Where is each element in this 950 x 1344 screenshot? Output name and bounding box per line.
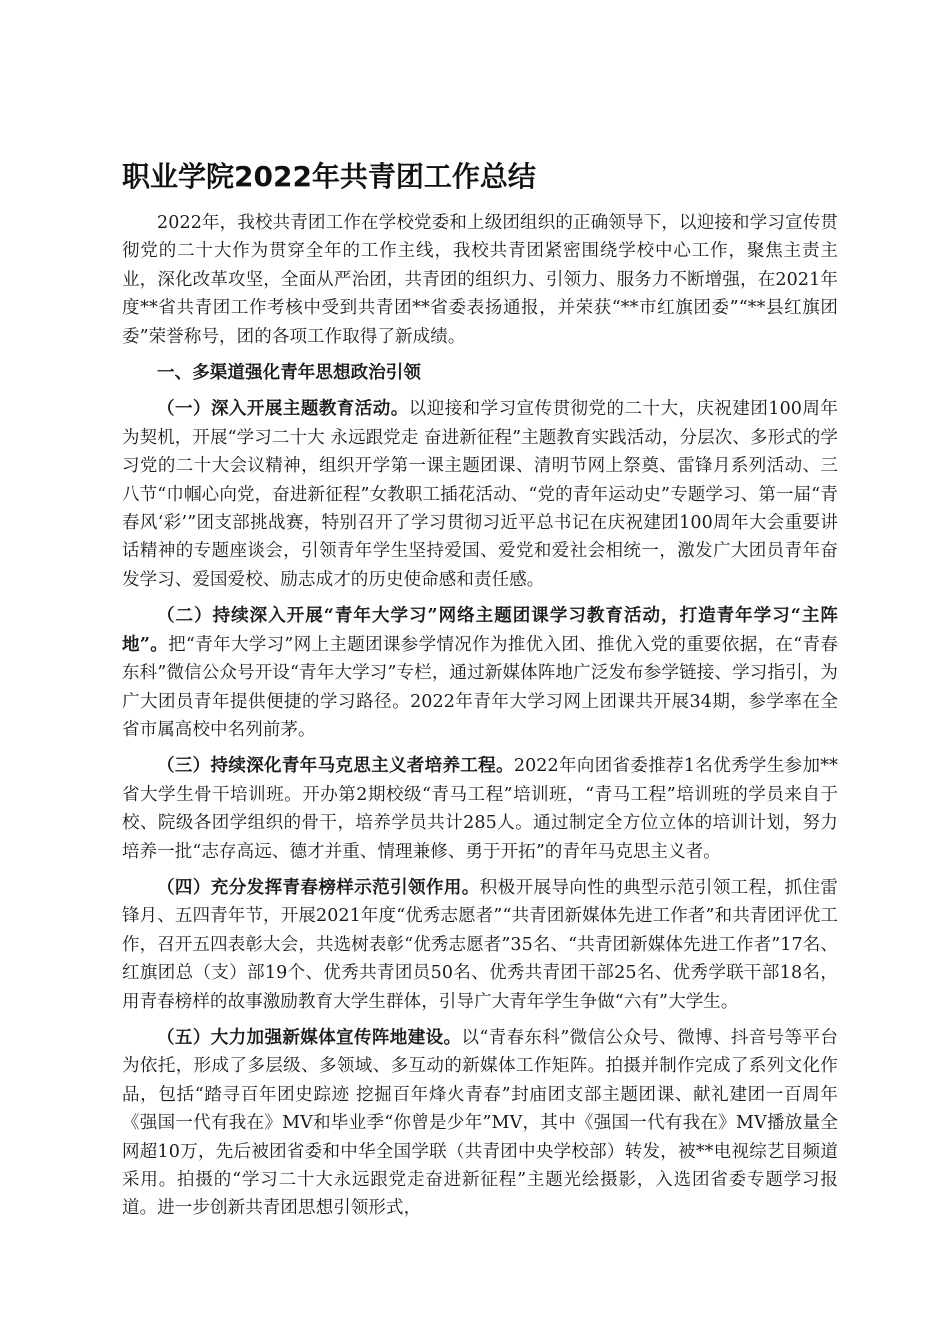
paragraph-text: 把“青年大学习”网上主题团课参学情况作为推优入团、推优入党的重要依据，在“青春东科”微信公众号开设“青年大学习”专栏，通过新媒体阵地广泛发布参学链接、学习指引，为广大团员青年提供便捷的学习路径。2022年青年大学习网上团课共开展34期，参学率在全省市属高校中名列前茅。 — [122, 634, 838, 740]
paragraph-text: 2022年向团省委推荐1名优秀学生参加**省大学生骨干培训班。开办第2期校级“青马工程”培训班，“青马工程”培训班的学员来自于校、院级各团学组织的骨干，培养学员共计285人。通过制定全方位立体的培训计划，努力培养一批“志存高远、德才并重、情理兼修、勇于开拓”的青年马克思主义者。 — [122, 756, 838, 862]
document-title: 职业学院2022年共青团工作总结 — [122, 160, 536, 193]
paragraph-lead: （四）充分发挥青春榜样示范引领作用。 — [157, 877, 480, 898]
section-heading: 一、多渠道强化青年思想政治引领 — [157, 363, 421, 384]
paragraph-text: 以“青春东科”微信公众号、微博、抖音号等平台为依托，形成了多层级、多领域、多互动的新媒体工作矩阵。拍摄并制作完成了系列文化作品，包括“踏寻百年团史踪迹 挖掘百年烽火青春”封庙团支部主题团课、献礼建团一百周年《强国一代有我在》MV和毕业季“你曾是少年”MV，其中《强国一代有我在》MV播放量全网超10万，先后被团省委和中华全国学联（共青团中央学校部）转发，被**电视综艺目频道采用。拍摄的“学习二十大永远跟党走奋进新征程”主题光绘摄影，入选团省委专题学习报道。进一步创新共青团思想引领形式， — [122, 1027, 838, 1219]
paragraph-item-5 — [122, 1024, 838, 1223]
paragraph-item-2 — [122, 602, 838, 744]
document-body — [122, 209, 838, 1231]
paragraph-lead: （三）持续深化青年马克思主义者培养工程。 — [157, 756, 514, 777]
paragraph-lead: （五）大力加强新媒体宣传阵地建设。 — [157, 1027, 462, 1048]
paragraph-item-1 — [122, 395, 838, 594]
paragraph-text: 以迎接和学习宣传贯彻党的二十大，庆祝建团100周年为契机，开展“学习二十大 永远跟党走 奋进新征程”主题教育实践活动，分层次、多形式的学习党的二十大会议精神，组织开学第一课主题团课、清明节网上祭奠、雷锋月系列活动、三八节“巾帼心向党，奋进新征程”女教职工插花活动、“党的青年运动史”专题学习、第一届“青春风‘彩’”团支部挑战赛，特别召开了学习贯彻习近平总书记在庆祝建团100周年大会重要讲话精神的专题座谈会，引领青年学生坚持爱国、爱党和爱社会相统一，激发广大团员青年奋发学习、爱国爱校、励志成才的历史使命感和责任感。 — [122, 399, 838, 590]
paragraph-lead: （一）深入开展主题教育活动。 — [157, 399, 409, 420]
paragraph-text: 积极开展导向性的典型示范引领工程，抓住雷锋月、五四青年节，开展2021年度“优秀志愿者”“共青团新媒体先进工作者”和共青团评优工作，召开五四表彰大会，共选树表彰“优秀志愿者”35名、“共青团新媒体先进工作者”17名、红旗团总（支）部19个、优秀共青团员50名、优秀共青团干部25名、优秀学联干部18名，用青春榜样的故事激励教育大学生群体，引导广大青年学生争做“六有”大学生。 — [122, 877, 838, 1012]
paragraph-lead: （二）持续深入开展“青年大学习”网络主题团课学习教育活动，打造青年学习“主阵地”。 — [122, 606, 838, 655]
paragraph-item-3 — [122, 752, 838, 866]
intro-paragraph: 2022年，我校共青团工作在学校党委和上级团组织的正确领导下，以迎接和学习宣传贯彻党的二十大作为贯穿全年的工作主线，我校共青团紧密围绕学校中心工作，聚焦主责主业，深化改革攻坚，全面从严治团，共青团的组织力、引领力、服务力不断增强，在2021年度**省共青团工作考核中受到共青团**省委表扬通报，并荣获“**市红旗团委”“**县红旗团委”荣誉称号，团的各项工作取得了新成绩。 — [122, 213, 838, 347]
paragraph-item-4 — [122, 874, 838, 1016]
